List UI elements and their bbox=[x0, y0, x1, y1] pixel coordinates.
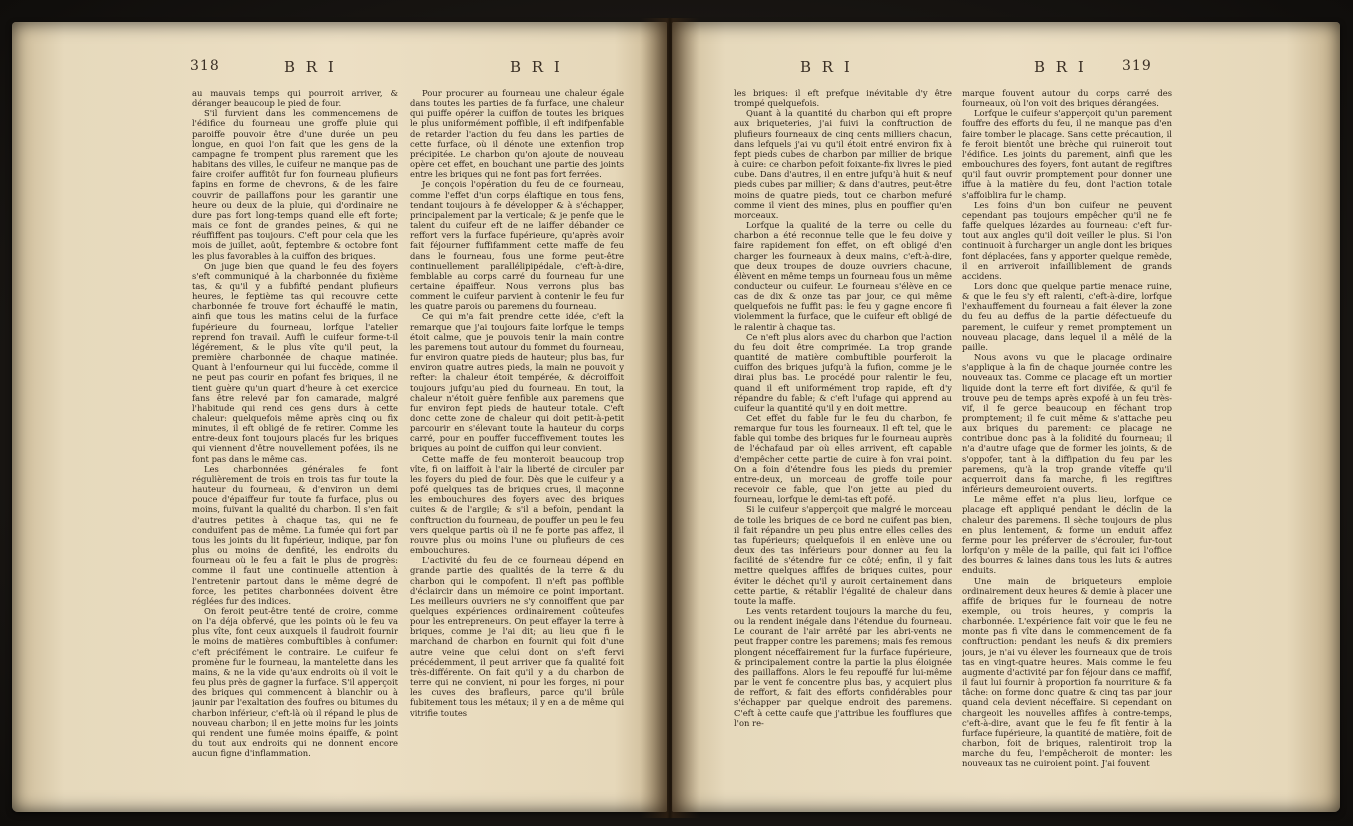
paragraph: Cet effet du fable fur le feu du charbon, fe remarque fur tous les fourneaux. Il eft tel, que le fable qui tombe des briques fur le fourneau auprès de l'échafaud par où elles arrivent, eft capable d'empêcher cette partie de cuire à fon vrai point. On a foin d'étendre fous les pieds du premier entre-deux, un morceau de groffe toile pour recevoir ce fable, que l'on jette au pied du fourneau, lorfque le demi-tas eft pofé. bbox=[734, 413, 952, 505]
paragraph: Lors donc que quelque partie menace ruine, & que le feu s'y eft ralenti, c'eft-à-dire, lorfque l'exhauffement du fourneau a fait élever la zone du feu au deffus de la partie défectueufe du parement, le cuifeur y remet promptement un nouveau placage, dans lequel il a mêlé de la paille. bbox=[962, 280, 1172, 352]
page-number-319: 319 bbox=[1122, 58, 1152, 74]
paragraph: Le même effet n'a plus lieu, lorfque ce placage eft appliqué pendant le déclin de la chaleur des paremens. Il sèche toujours de plus en plus lentement, & forme un enduit affez ferme pour les préferver de s'écrouler, fur-tout lorfqu'on y mêle de la paille, qui fait ici l'office des bourres & laines dans tous les luts & autres enduits. bbox=[962, 494, 1172, 576]
paragraph: Les charbonnées générales fe font régulièrement de trois en trois tas fur toute la hauteur du fourneau, & d'environ un demi pouce d'épaiffeur fur toute fa furface, plus ou moins, fuivant la qualité du charbon. Il s'en fait d'autres petites à chaque tas, qui ne fe conduifent pas de même. La fumée qui fort par tous les joints du lit fupérieur, indique, par fon plus ou moins de denfité, les endroits du fourneau où le feu a fait le plus de progrès: comme il faut une continuelle attention à l'entretenir partout dans le même degré de force, les petites charbonnées doivent être réglées fur des indices. bbox=[192, 463, 398, 606]
paragraph: On juge bien que quand le feu des foyers s'eft communiqué à la charbonnée du fixième tas, & qu'il y a fubfifté pendant plufieurs heures, le feptième tas qui recouvre cette charbonnée fe trouve fort échauffé le matin, ainfi que tous les matins celui de la furface fupérieure du fourneau, lorfque l'atelier reprend fon travail. Auffi le cuifeur forme-t-il légérement, & le plus vîte qu'il peut, la première charbonnée de chaque matinée. Quant à l'enfourneur qui lui fuccède, comme il ne peut pas courir en pofant fes briques, il ne tient guère qu'un quart d'heure à cet exercice fans être relevé par fon camarade, malgré l'habitude qui rend ces gens durs à cette chaleur: quelquefois même après cinq ou fix minutes, il eft obligé de fe retirer. Comme les entre-deux font toujours placés fur les briques qui viennent d'être nouvellement pofées, ils ne font pas dans le même cas. bbox=[192, 260, 398, 464]
paragraph: les briques: il eft prefque inévitable d'y être trompé quelquefois. bbox=[734, 88, 952, 109]
paragraph: au mauvais temps qui pourroit arriver, & déranger beaucoup le pied de four. bbox=[192, 88, 398, 109]
paragraph: Pour procurer au fourneau une chaleur égale dans toutes les parties de fa furface, une chaleur qui puiffe opérer la cuiffon de toutes les briques le plus uniformément poffible, il eft indifpenfable de retarder l'action du feu dans les parties de cette furface, où il dénote une extenfion trop précipitée. Le charbon qu'on ajoute de nouveau opère cet effet, en bouchant une partie des joints entre les briques qui ne font pas fort ferrées. bbox=[410, 88, 624, 180]
paragraph: Si le cuifeur s'apperçoit que malgré le morceau de toile les briques de ce bord ne cuifent pas bien, il fait répandre un peu plus entre elles celles des tas fupérieurs; quelquefois il en enlève une ou deux des tas inférieurs pour donner au feu la facilité de s'étendre fur ce côté; enfin, il y fait mettre quelques affifes de briques cuites, pour éviter le déchet qu'il y auroit certainement dans cette partie, & rétablir l'égalité de chaleur dans toute la maffe. bbox=[734, 504, 952, 606]
paragraph: Ce n'eft plus alors avec du charbon que l'action du feu doit être comprimée. La trop grande quantité de matière combuftible pourferoit la cuiffon des briques jufqu'à la fufion, comme je le dirai plus bas. Le procédé pour ralentir le feu, quand il eft uniformément trop rapide, eft d'y répandre du fable; & c'eft l'ufage qui apprend au cuifeur la quantité qu'il y en doit mettre. bbox=[734, 331, 952, 413]
paragraph: Ce qui m'a fait prendre cette idée, c'eft la remarque que j'ai toujours faite lorfque le temps étoit calme, que je pouvois tenir la main contre les paremens tout autour du fommet du fourneau, fur environ quatre pieds de hauteur; plus bas, fur environ quatre autres pieds, la main ne pouvoit y refter: la chaleur étoit tempérée, & décroiffoit toujours jufqu'au pied du fourneau. En tout, la chaleur n'étoit guère fenfible aux paremens que fur environ fept pieds de hauteur totale. C'eft donc cette zone de chaleur qui doit petit-à-petit parcourir en s'élevant toute la hauteur du corps carré, pour en pouffer fucceffivement toutes les briques au point de cuiffon qui leur convient. bbox=[410, 311, 624, 454]
paragraph: Nous avons vu que le placage ordinaire s'applique à la fin de chaque journée contre les nouveaux tas. Comme ce placage eft un mortier liquide dont la terre eft fort divifée, & qu'il fe trouve peu de temps après expofé à un feu très-vif, il fe gerce beaucoup en féchant trop promptement; il fe cuit même & s'attache peu aux briques du parement: ce placage ne contribue donc pas à la folidité du fourneau; il n'a d'autre ufage que de former les joints, & de s'oppofer, tant à la diffipation du feu par les paremens, qu'à la trop grande vîteffe qu'il acquerroit dans fa marche, fi les regiftres inférieurs demeuroient ouverts. bbox=[962, 352, 1172, 495]
paragraph: Quant à la quantité du charbon qui eft propre aux briqueteries, j'ai fuivi la conftruction de plufieurs fourneaux de cinq cents milliers chacun, dans lefquels j'ai vu qu'il étoit entré environ fix à fept pieds cubes de charbon par millier de brique à cuire: ce charbon pefoit foixante-fix livres le pied cube. Dans d'autres, il en entre jufqu'à huit & neuf pieds cubes par millier; & dans d'autres, peut-être moins de quatre pieds, tout ce charbon mefuré comme il vient des mines, plus en pouffier qu'en morceaux. bbox=[734, 108, 952, 220]
left-page bbox=[12, 22, 667, 812]
paragraph: On feroit peut-être tenté de croire, comme on l'a déja obfervé, que les points où le feu va plus vîte, font ceux auxquels il faudroit fournir le moins de matières combuftibles à confumer: c'eft précifément le contraire. Le cuifeur fe promène fur le fourneau, la mantelette dans les mains, & ne la vide qu'aux endroits où il voit le feu plus près de gagner la furface. S'il apperçoit des briques qui commencent à blanchir ou à jaunir par l'exaltation des foufres ou bitumes du charbon inférieur, c'eft-là où il répand le plus de nouveau charbon; il en jette moins fur les joints qui rendent une fumée moins épaiffe, & point du tout aux endroits qui ne donnent encore aucun figne d'inflammation. bbox=[192, 605, 398, 759]
right-page bbox=[672, 22, 1340, 812]
running-head-left-1: B R I bbox=[284, 58, 337, 76]
right-page-column-1 bbox=[734, 88, 952, 808]
running-head-left-2: B R I bbox=[510, 58, 563, 76]
right-page-column-2 bbox=[962, 88, 1172, 808]
paragraph: Lorfque la qualité de la terre ou celle du charbon a été reconnue telle que le feu doive y faire rapidement fon effet, on eft obligé d'en charger les fourneaux à deux mains, c'eft-à-dire, que deux troupes de douze ouvriers chacune, élèvent en même temps un fourneau fous un même conducteur ou cuifeur. Le fourneau s'élève en ce cas de dix & onze tas par jour, ce qui même quelquefois ne fuffit pas: le feu y gagne encore fi violemment la furface, que le cuifeur eft obligé de le ralentir à chaque tas. bbox=[734, 220, 952, 332]
paragraph: Je conçois l'opération du feu de ce fourneau, comme l'effet d'un corps élaftique en tous fens, tendant toujours à fe développer & à s'échapper, principalement par la verticale; & je penfe que le talent du cuifeur eft de ne laiffer débander ce reffort vers la furface fupérieure, qu'après avoir fait féjourner fuffifamment cette maffe de feu dans le fourneau, fous une forme peut-être continuellement parallélipipédale, c'eft-à-dire, femblable au corps carré du fourneau fur une certaine épaiffeur. Nous verrons plus bas comment le cuifeur parvient à contenir le feu fur les quatre parois ou paremens du fourneau. bbox=[410, 179, 624, 312]
paragraph: Cette maffe de feu monteroit beaucoup trop vîte, fi on laiffoit à l'air la liberté de circuler par les foyers du pied de four. Dès que le cuifeur y a pofé quelques tas de briques crues, il maçonne les embouchures des foyers avec des briques cuites & de l'argile; & s'il a befoin, pendant la conftruction du fourneau, de pouffer un peu le feu vers quelque partis où il ne fe porte pas affez, il rouvre plus ou moins l'une ou plufieurs de ces embouchures. bbox=[410, 453, 624, 556]
running-head-right-2: B R I bbox=[1034, 58, 1087, 76]
left-page-column-2 bbox=[410, 88, 624, 808]
paragraph: S'il furvient dans les commencemens de l'édifice du fourneau une groffe pluie qui paroiffe pouvoir être d'une durée un peu longue, en quoi l'on fait que les gens de la campagne fe trompent plus rarement que les habitans des villes, le cuifeur ne manque pas de faire croifer auffitôt fur fon fourneau plufieurs fapins en forme de chevrons, & de les faire couvrir de paillaffons pour les garantir une heure ou deux de la pluie, qui d'ordinaire ne dure pas fort long-temps quand elle eft forte; mais ce font de grandes peines, & qui ne réuffiffent pas toujours. C'eft pour cela que les mois de juillet, août, feptembre & octobre font les plus favorables à la cuiffon des briques. bbox=[192, 108, 398, 261]
paragraph: Une main de briqueteurs emploie ordinairement deux heures & demie à placer une affife de briques fur le fourneau de notre exemple, ou trois heures, y compris la charbonnée. L'expérience fait voir que le feu ne monte pas fi vîte dans le commencement de fa conftruction: pendant les neufs & dix premiers jours, je n'ai vu élever les fourneaux que de trois tas en vingt-quatre heures. Mais comme le feu augmente d'activité par fon féjour dans ce maffif, il faut lui fournir à proportion fa nourriture & fa tâche: on forme donc quatre & cinq tas par jour quand cela devient néceffaire. Si cependant on chargeoit les nouvelles affifes à contre-temps, c'eft-à-dire, avant que le feu fe fît fentir à la furface fupérieure, la quantité de matière, foit de charbon, foit de briques, ralentiroit trop la marche du feu, l'empêcheroit de monter: les nouveaux tas ne cuiroient point. J'ai fouvent bbox=[962, 575, 1172, 769]
paragraph: Lorfque le cuifeur s'apperçoit qu'un parement fouffre des efforts du feu, il ne manque pas d'en faire tomber le placage. Sans cette précaution, il fe feroit bientôt une brèche qui ruineroit tout l'édifice. Les joints du parement, ainfi que les embouchures des foyers, font autant de regiftres qu'il faut ouvrir promptement pour donner une iffue à la matière du feu, dont l'action totale s'affoiblira fur le champ. bbox=[962, 108, 1172, 200]
paragraph: L'activité du feu de ce fourneau dépend en grande partie des qualités de la terre & du charbon qui le compofent. Il n'eft pas poffible d'éclaircir dans un mémoire ce point important. Les meilleurs ouvriers ne s'y connoiffent que par quelques expériences ordinairement coûteufes pour les entrepreneurs. On peut effayer la terre à briques, comme je l'ai dit; au lieu que fi le marchand de charbon en fournit qui foit d'une autre veine que celui dont on s'eft fervi précédemment, il peut arriver que fa qualité foit très-différente. On fait qu'il y a du charbon de terre qui ne convient, ni pour les forges, ni pour les cuves des brafleurs, parce qu'il brûle fubitement tous les métaux; il y en a de même qui vitrifie toutes bbox=[410, 555, 624, 718]
paragraph: Les vents retardent toujours la marche du feu, ou la rendent inégale dans l'étendue du fourneau. Le courant de l'air arrêté par les abri-vents ne peut frapper contre les paremens; mais fes remous plongent néceffairement fur la furface fupérieure, & principalement contre la partie la plus éloignée des paillaffons. Alors le feu repouffé fur lui-même par le vent fe concentre plus bas, y acquiert plus de reffort, & fait des efforts confidérables pour s'échapper par quelque endroit des paremens. C'eft à cette caufe que j'attribue les foufflures que l'on re- bbox=[734, 605, 952, 728]
paragraph: marque fouvent autour du corps carré des fourneaux, où l'on voit des briques dérangées. bbox=[962, 88, 1172, 109]
left-page-column-1 bbox=[192, 88, 398, 808]
page-number-318: 318 bbox=[190, 58, 220, 74]
paragraph: Les foins d'un bon cuifeur ne peuvent cependant pas toujours empêcher qu'il ne fe faffe quelques lézardes au fourneau: c'eft fur-tout aux angles qu'il doit veiller le plus. Si l'on continuoit à furcharger un angle dont les briques font déplacées, fans y apporter quelque remède, il en arriveroit infailliblement de grands accidens. bbox=[962, 199, 1172, 281]
running-head-right-1: B R I bbox=[800, 58, 853, 76]
